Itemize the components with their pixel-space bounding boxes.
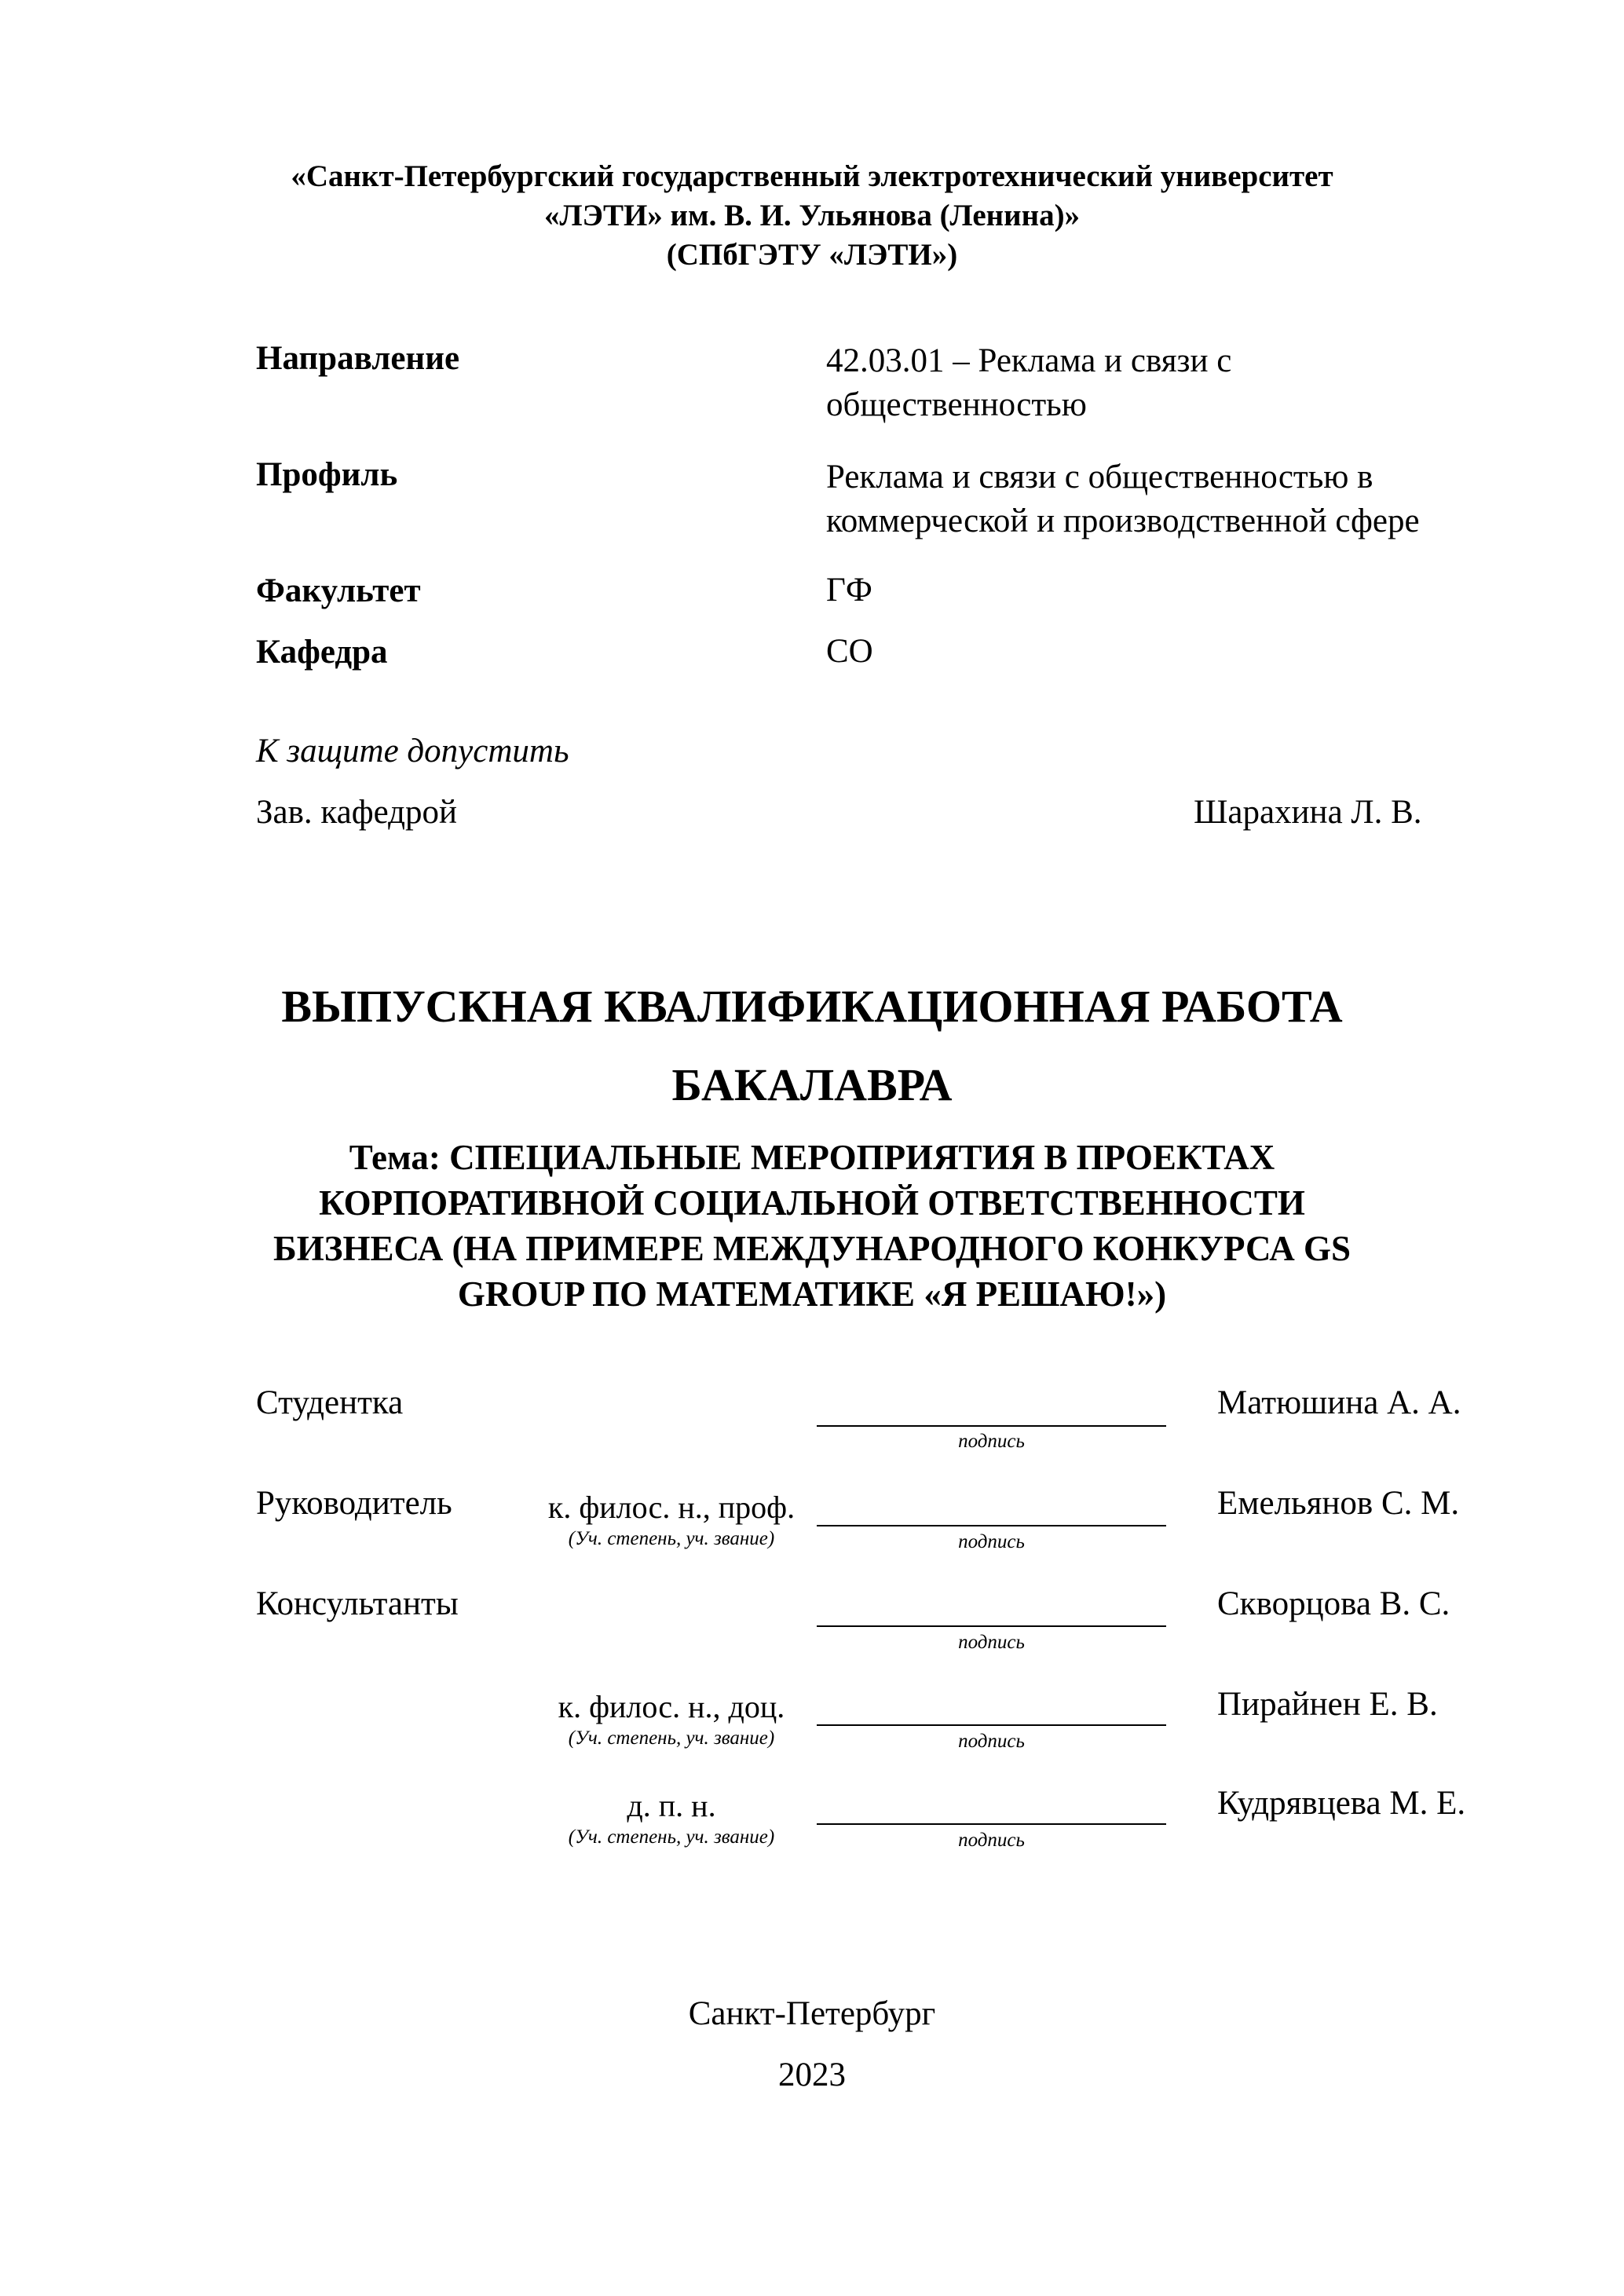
department-label: Кафедра <box>256 634 388 671</box>
consultant-3-signature-caption: подпись <box>958 1830 1025 1851</box>
supervisor-degree: к. филос. н., проф. <box>547 1490 796 1525</box>
city: Санкт-Петербург <box>688 1995 936 2032</box>
student-role: Студентка <box>256 1384 404 1421</box>
consultant-2-degree-caption: (Уч. степень, уч. звание) <box>568 1727 775 1749</box>
consultant-3-degree: д. п. н. <box>627 1788 716 1823</box>
consultant-1-signature-line <box>817 1625 1166 1627</box>
topic-line-1: Тема: СПЕЦИАЛЬНЫЕ МЕРОПРИЯТИЯ В ПРОЕКТАХ <box>349 1138 1275 1177</box>
profile-value-line-2: коммерческой и производственной сфере <box>826 503 1420 539</box>
consultant-3-signature-line <box>817 1823 1166 1825</box>
consultant-2-name: Пирайнен Е. В. <box>1217 1686 1438 1723</box>
topic-line-2: КОРПОРАТИВНОЙ СОЦИАЛЬНОЙ ОТВЕТСТВЕННОСТИ <box>319 1183 1305 1223</box>
profile-label: Профиль <box>256 456 398 493</box>
direction-value-line-1: 42.03.01 – Реклама и связи с <box>826 342 1232 379</box>
faculty-value: ГФ <box>826 572 872 609</box>
topic-line-3: БИЗНЕСА (НА ПРИМЕРЕ МЕЖДУНАРОДНОГО КОНКУРСА GS <box>272 1229 1352 1268</box>
university-line-3: (СПбГЭТУ «ЛЭТИ») <box>666 238 958 272</box>
work-title-line-2: БАКАЛАВРА <box>671 1059 953 1110</box>
student-signature-line <box>817 1425 1166 1427</box>
direction-value-line-2: общественностью <box>826 386 1087 423</box>
year: 2023 <box>778 2057 846 2093</box>
university-line-1: «Санкт-Петербургский государственный электротехнический университет <box>291 159 1333 193</box>
consultant-2-signature-caption: подпись <box>958 1731 1025 1752</box>
consultant-3-name: Кудрявцева М. Е. <box>1217 1785 1466 1822</box>
consultant-2-signature-line <box>817 1724 1166 1726</box>
admit-to-defense: К защите допустить <box>256 733 569 770</box>
profile-value <box>826 455 1420 543</box>
direction-label: Направление <box>256 340 460 377</box>
student-signature-caption: подпись <box>958 1431 1025 1452</box>
head-of-department-label: Зав. кафедрой <box>256 794 458 831</box>
university-header <box>0 157 1624 275</box>
profile-value-line-1: Реклама и связи с общественностью в <box>826 459 1373 495</box>
supervisor-signature-line <box>817 1525 1166 1526</box>
work-title-line-1: ВЫПУСКНАЯ КВАЛИФИКАЦИОННАЯ РАБОТА <box>281 981 1343 1032</box>
supervisor-role: Руководитель <box>256 1485 452 1522</box>
topic-line-4: GROUP ПО МАТЕМАТИКЕ «Я РЕШАЮ!») <box>457 1274 1167 1314</box>
consultant-1-name: Скворцова В. С. <box>1217 1585 1450 1622</box>
supervisor-signature-caption: подпись <box>958 1531 1025 1552</box>
faculty-label: Факультет <box>256 572 421 609</box>
consultant-2-degree: к. филос. н., доц. <box>558 1689 785 1724</box>
university-line-2: «ЛЭТИ» им. В. И. Ульянова (Ленина)» <box>543 199 1081 232</box>
department-value: СО <box>826 633 873 670</box>
consultant-1-signature-caption: подпись <box>958 1632 1025 1653</box>
student-name: Матюшина А. А. <box>1217 1384 1461 1421</box>
supervisor-name: Емельянов С. М. <box>1217 1485 1460 1522</box>
supervisor-degree-caption: (Уч. степень, уч. звание) <box>568 1528 775 1549</box>
consultant-3-degree-caption: (Уч. степень, уч. звание) <box>568 1826 775 1848</box>
direction-value <box>826 339 1231 427</box>
head-of-department-name: Шарахина Л. В. <box>1194 794 1422 831</box>
consultants-role: Консультанты <box>256 1585 459 1622</box>
topic <box>0 1135 1624 1317</box>
